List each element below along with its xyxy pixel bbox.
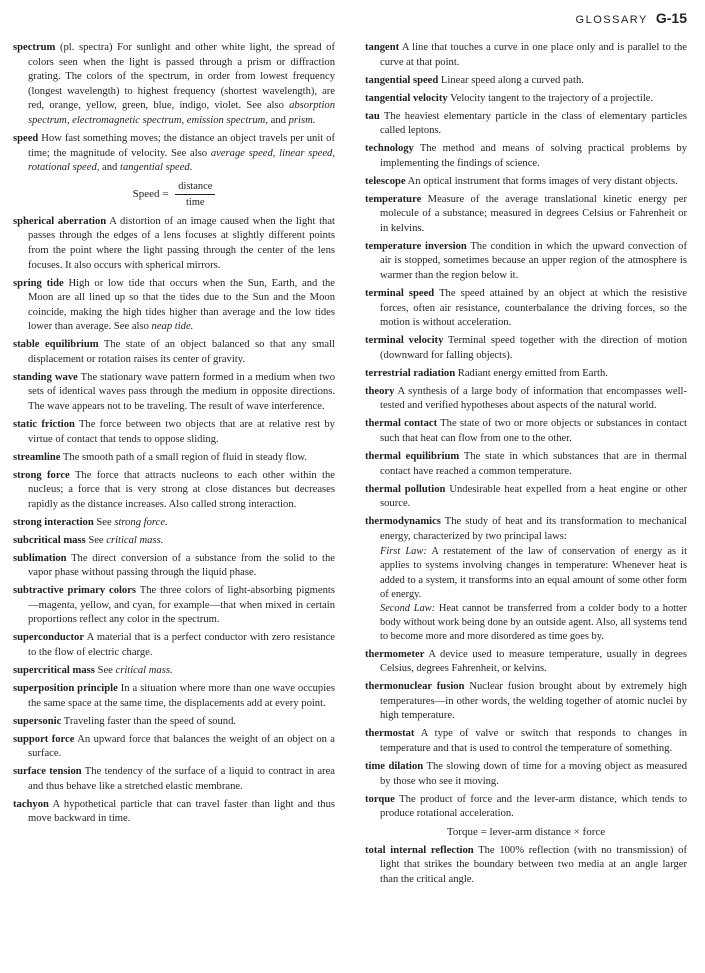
term: spherical aberration — [13, 215, 107, 227]
glossary-entry-tangential-velocity — [365, 92, 687, 107]
term: thermodynamics — [365, 516, 441, 528]
law-text: A restatement of the law of conservation of energy as it applies to systems involving changes in temperature: Whenever heat is added to a system, it transforms into an equal amount of some other form of energy. — [380, 546, 687, 600]
definition: High or low tide that occurs when the Sun, Earth, and the Moon are all lined up so that the tides due to the Sun and the Moon coincide, making the high tides higher than average and the low tides lower than average. See also — [28, 277, 336, 333]
term: terrestrial radiation — [365, 367, 456, 379]
numerator: distance — [175, 180, 215, 195]
see-also: average speed, linear speed, rotational speed, — [28, 147, 335, 174]
glossary-entry-thermonuclear-fusion — [365, 680, 687, 724]
torque-formula: Torque = lever-arm distance × force — [446, 825, 606, 838]
glossary-entry-time-dilation — [365, 760, 687, 789]
formula-lhs: Speed = — [132, 187, 169, 200]
term: tangential speed — [365, 74, 439, 86]
definition: Radiant energy emitted from Earth. — [455, 367, 608, 379]
definition: A hypothetical particle that can travel faster than light and thus move backward in time. — [28, 798, 335, 825]
left-column — [13, 41, 335, 830]
glossary-entry-sublimation — [13, 552, 335, 581]
definition: The state in which substances that are in thermal contact have reached a common temperature. — [380, 450, 687, 477]
glossary-entry-torque — [365, 793, 687, 822]
definition: Velocity tangent to the trajectory of a projectile. — [447, 92, 654, 104]
definition: The slowing down of time for a moving object as measured by those who see it moving. — [380, 761, 687, 787]
definition: Terminal speed together with the direction of motion (downward for falling objects). — [380, 335, 687, 361]
term: tangent — [365, 42, 400, 53]
glossary-entry-terminal-velocity — [365, 334, 687, 363]
definition: The smooth path of a small region of fluid in steady flow. — [60, 451, 308, 463]
glossary-entry-tangent — [365, 41, 687, 70]
definition: The direct conversion of a substance from the solid to the vapor phase without passing through the liquid phase. — [28, 552, 335, 579]
term: terminal speed — [365, 288, 435, 300]
glossary-entry-subcritical-mass — [13, 534, 335, 549]
term: sublimation — [13, 552, 67, 564]
glossary-entry-technology — [365, 142, 687, 171]
glossary-entry-stable-equilibrium — [13, 338, 335, 367]
glossary-entry-tachyon — [13, 798, 335, 827]
term: spring tide — [13, 277, 64, 289]
glossary-entry-strong-force — [13, 469, 335, 513]
term: time dilation — [365, 761, 424, 773]
definition: The tendency of the surface of a liquid to contract in area and thus behave like a stretched elastic membrane. — [28, 766, 335, 792]
term: spectrum — [13, 42, 56, 53]
term: tangential velocity — [365, 92, 448, 104]
definition: An optical instrument that forms images of very distant objects. — [405, 175, 678, 187]
right-column — [365, 41, 687, 891]
glossary-entry-theory — [365, 385, 687, 414]
law-label: Second Law: — [380, 603, 436, 615]
speed-formula — [13, 180, 335, 209]
term: surface tension — [13, 766, 82, 778]
denominator: time — [186, 196, 205, 208]
term: thermal pollution — [365, 483, 446, 495]
fraction — [175, 180, 215, 209]
term: telescope — [365, 175, 406, 187]
see-also: critical mass. — [106, 534, 164, 546]
term: thermonuclear fusion — [365, 681, 465, 693]
definition: A synthesis of a large body of information that encompasses well-tested and verified hypotheses about aspects of the natural world. — [380, 385, 687, 412]
second-law — [380, 602, 687, 645]
term: torque — [365, 793, 395, 805]
glossary-entry-supersonic — [13, 715, 335, 730]
term: stable equilibrium — [13, 339, 99, 351]
term: total internal reflection — [365, 844, 474, 856]
glossary-entry-spectrum — [13, 41, 335, 129]
definition: The stationary wave pattern formed in a medium when two sets of identical waves pass through the medium in opposite directions. The wave appears not to be traveling. The result of wave interference. — [28, 371, 335, 413]
term: standing wave — [13, 371, 78, 383]
term: technology — [365, 143, 414, 155]
glossary-entry-tau — [365, 110, 687, 139]
glossary-entry-spring-tide — [13, 277, 335, 335]
definition: A type of valve or switch that responds to changes in temperature and that is used to control the temperature of something. — [380, 728, 687, 755]
definition: The heaviest elementary particle in the class of elementary particles called leptons. — [379, 110, 687, 137]
definition: The state of two or more objects or substances in contact such that heat can flow from one to the other. — [380, 418, 687, 444]
glossary-entry-static-friction — [13, 418, 335, 447]
definition: A material that is a perfect conductor with zero resistance to the flow of electric charge. — [28, 632, 335, 659]
page-header — [576, 10, 687, 26]
term: thermal contact — [365, 418, 438, 430]
glossary-entry-tangential-speed — [365, 74, 687, 89]
term: strong force — [13, 469, 70, 481]
glossary-entry-thermostat — [365, 727, 687, 756]
definition: A distortion of an image caused when the light that passes through the edges of a lens focuses at slightly different points from the point where the light passing through the center of the lens focuses. It also occurs with spherical mirrors. — [28, 215, 335, 271]
definition: The force that attracts nucleons to each other within the nucleus; a force that is very strong at close distances but decreases rapidly as the distance increases. Also called strong interaction. — [28, 469, 335, 510]
definition: See — [93, 516, 115, 528]
definition: In a situation where more than one wave occupies the same space at the same time, the displacements add at every point. — [28, 683, 335, 709]
glossary-entry-standing-wave — [13, 371, 335, 415]
term: thermal equilibrium — [365, 450, 460, 462]
glossary-entry-temperature — [365, 193, 687, 237]
conjunction: and — [267, 114, 289, 126]
glossary-entry-subtractive-primary-colors — [13, 584, 335, 628]
term: theory — [365, 385, 395, 397]
definition: Linear speed along a curved path. — [438, 74, 584, 86]
term: tachyon — [13, 798, 49, 810]
conjunction: and — [99, 162, 120, 174]
term: static friction — [13, 419, 75, 431]
term: tau — [365, 110, 380, 122]
page-number: G-15 — [655, 10, 687, 26]
glossary-entry-temperature-inversion — [365, 240, 687, 284]
term: subcritical mass — [13, 534, 86, 546]
definition: An upward force that balances the weight of an object on a surface. — [28, 733, 335, 760]
glossary-entry-thermal-contact — [365, 417, 687, 446]
see-also: tangential speed. — [120, 162, 193, 174]
glossary-entry-surface-tension — [13, 765, 335, 794]
glossary-entry-strong-interaction — [13, 516, 335, 531]
glossary-entry-superconductor — [13, 631, 335, 660]
term: support force — [13, 733, 75, 745]
term: thermometer — [365, 648, 425, 660]
definition: A device used to measure temperature, usually in degrees Celsius, degrees Fahrenheit, or kelvins. — [380, 648, 687, 675]
glossary-entry-total-internal-reflection — [365, 844, 687, 888]
definition: A line that touches a curve in one place only and is parallel to the curve at that point. — [380, 42, 687, 68]
glossary-entry-superposition-principle — [13, 682, 335, 711]
glossary-entry-thermal-equilibrium — [365, 450, 687, 479]
term: supersonic — [13, 715, 62, 727]
definition: See — [94, 665, 116, 677]
first-law — [380, 545, 687, 602]
definition: The method and means of solving practical problems by implementing the findings of science. — [380, 143, 687, 169]
glossary-entry-spherical-aberration — [13, 215, 335, 273]
definition: (pl. spectra) For sunlight and other white light, the spread of colors seen when the light is passed through a prism or diffraction grating. The colors of the spectrum, in order from lowest frequency (longest wavelength) to highest frequency (shortest wavelength), are red, orange, yellow, green, blue, indigo, violet. See also — [28, 42, 335, 112]
definition: The study of heat and its transformation to mechanical energy, characterized by two principal laws: — [380, 516, 687, 542]
definition: How fast something moves; the distance an object travels per unit of time; the magnitude of velocity. See also — [28, 132, 335, 159]
term: superconductor — [13, 632, 85, 644]
see-also: prism. — [288, 114, 316, 126]
term: terminal velocity — [365, 335, 444, 347]
section-title: GLOSSARY — [575, 14, 648, 26]
definition: Undesirable heat expelled from a heat engine or other source. — [380, 483, 687, 510]
term: strong interaction — [13, 516, 94, 528]
term: speed — [13, 132, 39, 144]
definition: The three colors of light-absorbing pigments—magenta, yellow, and cyan, for example—that when mixed in certain proportions reflect any color in the spectrum. — [28, 585, 335, 626]
glossary-entry-support-force — [13, 733, 335, 762]
law-label: First Law: — [380, 546, 427, 558]
glossary-entry-thermal-pollution — [365, 483, 687, 512]
glossary-entry-thermometer — [365, 648, 687, 677]
definition: The 100% reflection (with no transmission) of light that strikes the boundary between two media at an angle larger than the critical angle. — [380, 844, 687, 885]
glossary-entry-telescope — [365, 175, 687, 190]
see-also: strong force. — [114, 516, 168, 528]
definition: Traveling faster than the speed of sound. — [61, 715, 237, 727]
definition: The speed attained by an object at which the resistive forces, often air resistance, counterbalance the driving forces, so the motion is without acceleration. — [380, 288, 687, 329]
definition: See — [85, 534, 107, 546]
glossary-entry-supercritical-mass — [13, 664, 335, 679]
glossary-entry-terminal-speed — [365, 287, 687, 331]
term: subtractive primary colors — [13, 585, 137, 597]
term: superposition principle — [13, 683, 118, 695]
definition: The product of force and the lever-arm distance, which tends to produce rotational acceleration. — [380, 793, 687, 820]
definition: The state of an object balanced so that any small displacement or rotation raises its center of gravity. — [28, 339, 336, 365]
see-also: neap tide. — [151, 321, 194, 333]
law-text: Heat cannot be transferred from a colder body to a hotter body without work being done by an outside agent. Also, all systems tend to become more and more disordered as time goes by. — [380, 603, 687, 643]
see-also: absorption spectrum, electromagnetic spectrum, emission spectrum, — [28, 100, 335, 126]
glossary-entry-thermodynamics — [365, 515, 687, 544]
term: streamline — [13, 451, 61, 463]
term: temperature inversion — [365, 240, 467, 252]
term: supercritical mass — [13, 665, 95, 677]
glossary-entry-terrestrial-radiation — [365, 367, 687, 382]
term: temperature — [365, 193, 422, 205]
definition: Measure of the average translational kinetic energy per molecule of a substance; measured in degrees Celsius or Fahrenheit or in kelvins. — [380, 193, 687, 234]
glossary-entry-streamline — [13, 451, 335, 466]
see-also: critical mass. — [115, 665, 173, 677]
glossary-entry-speed — [13, 132, 335, 176]
definition: The force between two objects that are at relative rest by virtue of contact that tends to oppose sliding. — [28, 419, 335, 445]
definition: Nuclear fusion brought about by extremely high temperatures—in other words, the welding together of atomic nuclei by high temperature. — [380, 681, 687, 722]
definition: The condition in which the upward convection of air is stopped, sometimes because an upper region of the atmosphere is warmer than the region below it. — [380, 240, 687, 282]
term: thermostat — [365, 728, 415, 740]
